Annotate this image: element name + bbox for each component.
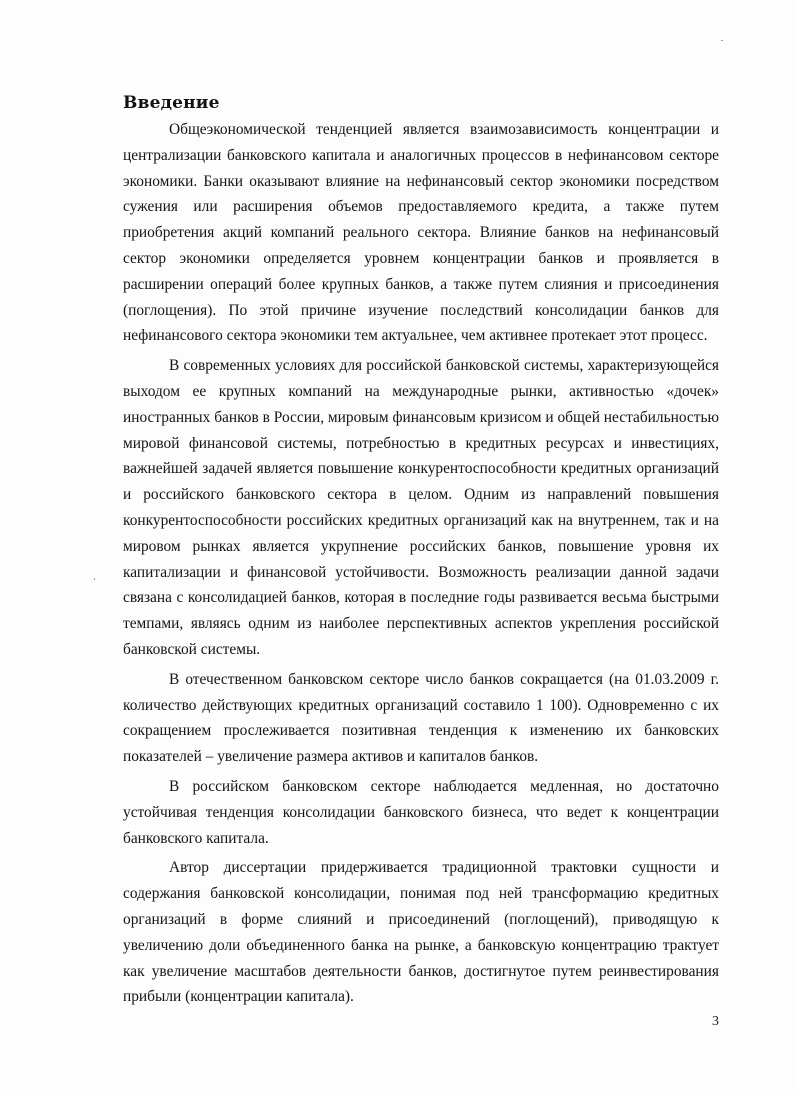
body-text bbox=[123, 117, 719, 1010]
paragraph: В российском банковском секторе наблюдается медленная, но достаточно устойчивая тенденция консолидации банковского бизнеса, что ведет к концентрации банковского капитала. bbox=[123, 777, 719, 847]
paragraph: В современных условиях для российской банковской системы, характеризующейся выходом ее крупных компаний на международные рынки, активностью «дочек» иностранных банков в России, мировым финансовым кризисом и общей нестабильностью мировой финансовой системы, потребностью в кредитных ресурсах и инвестициях, важнейшей задачей является повышение конкурентоспособности кредитных организаций и российского банковского сектора в целом. Одним из направлений повышения конкурентоспособности российских кредитных организаций как на внутреннем, так и на мировом рынках является укрупнение российских банков, повышение уровня их капитализации и финансовой устойчивости. Возможность реализации данной задачи связана с консолидацией банков, которая в последние годы развивается весьма быстрыми темпами, являясь одним из наиболее перспективных аспектов укрепления российской банковской системы. bbox=[123, 357, 719, 658]
page-number: 3 bbox=[712, 1014, 719, 1029]
scan-speck bbox=[721, 40, 723, 41]
paragraph: Общеэкономической тенденцией является взаимозависимость концентрации и централизации банковского капитала и аналогичных процессов в нефинансовом секторе экономики. Банки оказывают влияние на нефинансовый сектор экономики посредством сужения или расширения объемов предоставляемого кредита, а также путем приобретения акций компаний реального сектора. Влияние банков на нефинансовый сектор экономики определяется уровнем концентрации банков и проявляется в расширении операций более крупных банков, а также путем слияния и присоединения (поглощения). По этой причине изучение последствий консолидации банков для нефинансового сектора экономики тем актуальнее, чем активнее протекает этот процесс. bbox=[123, 121, 719, 345]
paragraph: В отечественном банковском секторе число банков сокращается (на 01.03.2009 г. количество действующих кредитных организаций составило 1 100). Одновременно с их сокращением прослеживается позитивная тенденция к изменению их банковских показателей – увеличение размера активов и капиталов банков. bbox=[123, 670, 719, 766]
section-heading: Введение bbox=[123, 93, 220, 113]
paragraph: Автор диссертации придерживается традиционной трактовки сущности и содержания банковской консолидации, понимая под ней трансформацию кредитных организаций в форме слияний и присоединений (поглощений), приводящую к увеличению доли объединенного банка на рынке, а банковскую концентрацию трактует как увеличение масштабов деятельности банков, достигнутое путем реинвестирования прибыли (концентрации капитала). bbox=[123, 859, 719, 1006]
scan-speck bbox=[94, 578, 95, 580]
